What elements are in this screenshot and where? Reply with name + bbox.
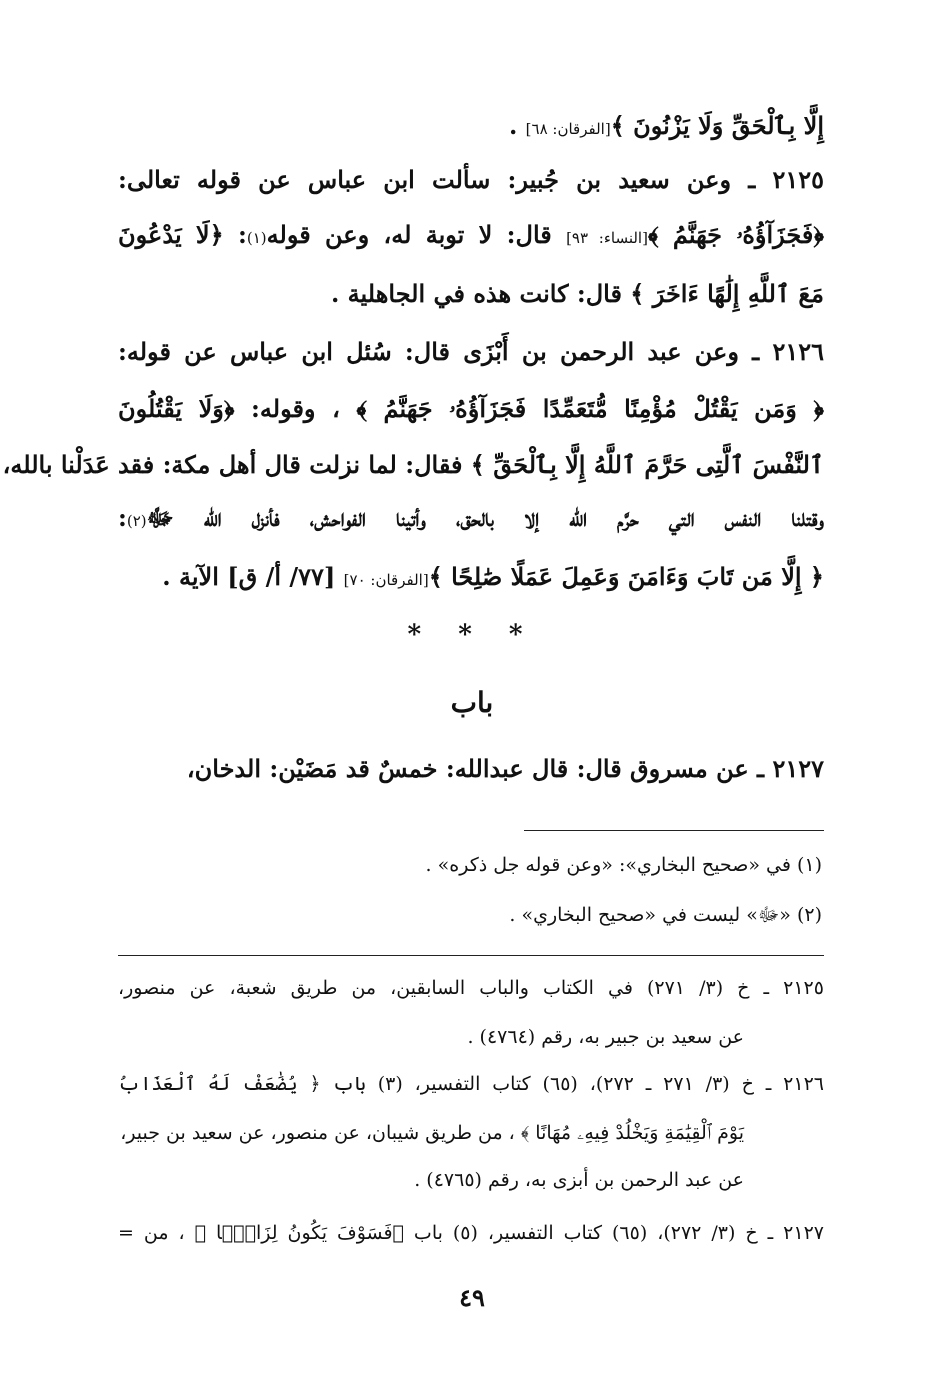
main-text-line: [118, 555, 824, 602]
text-segment: ﴿ إِلَّا مَن تَابَ وَءَامَنَ وَعَمِلَ عَمَلًا صَٰلِحًا ﴾: [428, 562, 824, 591]
source-line: ٢١٢٦ ـ خ (٣/ ٢٧١ ـ ٢٧٢)، (٦٥) كتاب التفسير، (٣) باب ﴿ يُضَٰعَفْ لَهُ ٱلْعَذَابُ: [118, 1073, 824, 1095]
main-text-line: [118, 213, 824, 260]
text-segment: مَعَ ٱللَّهِ إِلَٰهًا ءَاخَرَ ﴾ قال: كانت هذه في الجاهلية .: [330, 279, 824, 308]
text-segment: ﴿ وَمَن يَقْتُلْ مُؤْمِنًا مُّتَعَمِّدًا فَجَزَآؤُهُۥ جَهَنَّمُ ﴾ ، وقوله: ﴿وَلَا يَقْتُلُونَ: [118, 394, 824, 423]
chapter-heading: باب: [450, 686, 494, 719]
footnote-2: (٢) «ﷻ» ليست في «صحيح البخاري» .: [509, 904, 822, 926]
main-text-line: [118, 330, 824, 374]
citation-reference: [الفرقان: ٦٨]: [525, 120, 611, 138]
hadith-2127-line: ٢١٢٧ ـ عن مسروق قال: قال عبدالله: خمسٌ قد مَضَيْن: الدخان،: [186, 754, 824, 783]
main-text-line: [118, 158, 824, 202]
text-segment: إِلَّا بِٱلْحَقِّ وَلَا يَزْنُونَ ﴾: [610, 111, 824, 140]
text-segment: : ﴿لَا يَدْعُونَ: [118, 220, 247, 249]
citation-reference: [الفرقان: ٧٠]: [343, 571, 429, 589]
page-number: ٤٩: [459, 1283, 485, 1312]
text-segment: ٢١٢٥ ـ وعن سعيد بن جُبير: سألت ابن عباس عن قوله تعالى:: [118, 165, 824, 194]
text-segment: قال: لا توبة له، وعن قوله: [266, 220, 567, 249]
text-segment: [٧٧/ أ/ ق] الآية .: [162, 562, 344, 591]
main-text-line: [118, 104, 824, 151]
text-segment: :: [118, 503, 127, 532]
source-line: ٢١٢٥ ـ خ (٣/ ٢٧١) في الكتاب والباب السابقين، من طريق شعبة، عن منصور،: [118, 977, 824, 999]
source-line: عن سعيد بن جبير به، رقم (٤٧٦٤) .: [467, 1026, 744, 1048]
sources-rule: [118, 955, 824, 956]
citation-reference: (٢): [126, 512, 147, 530]
source-line: ٢١٢٧ ـ خ (٣/ ٢٧٢)، (٦٥) كتاب التفسير، (٥) باب ﴿فَسَوْفَ يَكُونُ لِزَامًۢا ﴾ ، من =: [118, 1222, 824, 1244]
main-text-line: [2, 443, 824, 487]
footnote-rule: [524, 830, 824, 831]
main-text-line: [118, 496, 824, 543]
text-segment: ٢١٢٦ ـ وعن عبد الرحمن بن أَبْزَى قال: سُئل ابن عباس عن قوله:: [118, 337, 824, 366]
section-separator: * * *: [407, 620, 537, 650]
citation-reference: (١): [246, 229, 267, 247]
main-text-line: [118, 272, 824, 316]
text-segment: وقتلنا النفس التي حرَّم الله إلا بالحق، وأتينا الفواحش، فأنزل الله ﷻ: [146, 503, 824, 532]
text-segment: ﴿فَجَزَآؤُهُۥ جَهَنَّمُ ﴾: [647, 220, 824, 249]
source-line: يَوْمَ ٱلْقِيَٰمَةِ وَيَخْلُدْ فِيهِۦ مُهَانًا ﴾ ، من طريق شيبان، عن منصور، عن سعيد بن جبير،: [120, 1122, 744, 1144]
text-segment: ٱلنَّفْسَ ٱلَّتِى حَرَّمَ ٱللَّهُ إِلَّا بِٱلْحَقِّ ﴾ فقال: لما نزلت قال أهل مكة: فقد عَدَلْنا بالله،: [2, 450, 824, 479]
main-text-line: [118, 387, 824, 431]
text-segment: .: [508, 111, 526, 140]
footnote-1: (١) في «صحيح البخاري»: «وعن قوله جل ذكره» .: [425, 854, 822, 876]
citation-reference: [النساء: ٩٣]: [566, 229, 648, 247]
source-line: عن عبد الرحمن بن أبزى به، رقم (٤٧٦٥) .: [414, 1169, 744, 1191]
